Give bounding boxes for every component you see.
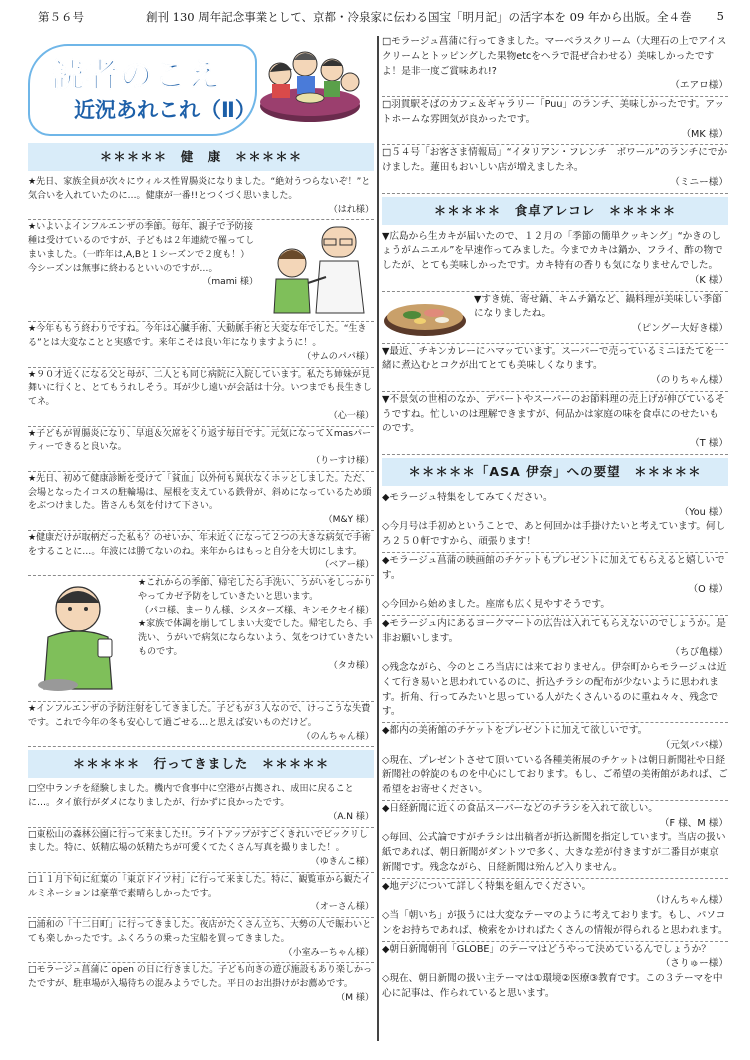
item-signature: （You 様） — [679, 506, 728, 518]
list-item — [28, 963, 374, 1007]
list-item — [382, 145, 728, 193]
item-text: ▼最近、チキンカレーにハマッています。スーパーで売っているミニほたてを一緒に煮込むとコクが出てとても美味しくなります。 — [382, 345, 725, 372]
list-item — [28, 531, 374, 576]
item-text: ◇今月号は手初めということで、あと何回かは手掛けたいと考えています。何しろ２５０軒ですから、頑張ります！ — [382, 521, 726, 547]
item-text: □１１月下旬に紅葉の「東京ドイツ村」に行って来ました。特に、観覧車から観たイルミネーションは豪華で素晴らしかったです。 — [28, 874, 371, 899]
item-text: ★これからの季節、帰宅したら手洗い、うがいをしっかりやってカゼ予防をしていきたいと思います。 — [138, 578, 373, 602]
list-item — [382, 553, 728, 616]
list-item — [28, 702, 374, 747]
section-heading-outing: ＊＊＊＊＊ 行ってきました ＊＊＊＊＊ — [28, 750, 374, 778]
right-column — [382, 34, 728, 1040]
title-block — [28, 34, 374, 140]
item-text: ◆都内の美術館のチケットをプレゼントに加えて欲しいです。 — [382, 725, 648, 736]
item-signature: （エアロ様） — [670, 80, 728, 92]
item-text: ◇今回から始めました。座席も広く見やすそうです。 — [382, 599, 611, 610]
list-item — [28, 322, 374, 367]
item-signature: （T 様） — [690, 438, 728, 449]
list-item — [382, 490, 728, 553]
item-text: ★いよいよインフルエンザの季節。毎年、親子で予防接種は受けているのですが、子どもは２年連続で罹ってしまいました。（一昨年は,A,Bと１シーズンで２度も！）今シーズンは無事に終わるといいのですが…。 — [28, 222, 255, 274]
item-signature: （はれ様） — [328, 204, 374, 215]
item-text: ◆モラージュ内にあるヨークマートの広告は入れてもらえないのでしょうか。是非お願いします。 — [382, 617, 726, 644]
item-text: ◇現在、プレゼントさせて頂いている各種美術展のチケットは朝日新聞社や日経新聞社の幹旋のものを中心にしております。もし、ご希望の美術館があれば、ご希望をお寄せください。 — [382, 754, 728, 795]
list-item — [382, 942, 728, 1004]
item-text: ◆日経新聞に近くの食品スーパーなどのチラシを入れて欲しい。 — [382, 802, 658, 814]
item-signature: （パコ様、まーりん様、シスターズ様、キンモクセイ様） — [139, 605, 374, 616]
item-signature: （のんちゃん様） — [301, 731, 374, 742]
item-signature: （のりちゃん様） — [651, 375, 728, 386]
item-text: ◆モラージュ特集をしてみてください。 — [382, 491, 553, 503]
list-item — [28, 873, 374, 918]
item-text: ★インフルエンザの予防注射をしてきました。子どもが３人なので、けっこうな失費です。これで今年の冬も安心して過ごせる…と思えば安いものだけど。 — [28, 704, 371, 728]
family-party-illustration — [250, 34, 370, 134]
item-signature: （M&Y 様） — [323, 515, 374, 525]
item-text: ◇毎回、公式論ですがチラシは出稿者が折込新聞を指定しています。当店の扱い紙であれば、朝日新聞がダントツで多く、大きな差が付きますが二番目が東京新聞です。残念ながら、日経新聞は殆んど入りません。 — [382, 832, 726, 873]
item-signature: （小室みーちゃん様） — [283, 947, 374, 958]
item-signature: （元気パパ様） — [660, 739, 728, 751]
page-title: 読者のこえ — [52, 56, 223, 94]
item-signature: （さりゅー様） — [660, 958, 728, 970]
item-signature: （オーさん様） — [310, 902, 374, 913]
item-signature: （O 様） — [688, 584, 728, 596]
item-text: □５４号「お客さま情報局」“イタリアン・フレンチ ボワール”のランチにでかけました。蓮田もおいしい店が増えましたネ。 — [382, 147, 728, 173]
list-item — [28, 368, 374, 427]
item-text: ◆地デジについて詳しく特集を組んでください。 — [382, 880, 592, 892]
list-item — [28, 782, 374, 827]
section-heading-health: ＊＊＊＊＊ 健 康 ＊＊＊＊＊ — [28, 143, 374, 171]
section-heading-requests: ＊＊＊＊＊「ASA 伊奈」への要望 ＊＊＊＊＊ — [382, 458, 728, 486]
item-signature: （ピングー大好き様） — [631, 323, 728, 334]
list-item — [382, 344, 728, 392]
item-text: ★子どもが胃腸炎になり、早退＆欠席をくり返す毎日です。元気になってＸmasパーティーできると良いな。 — [28, 428, 372, 453]
item-text: □モラージュ菖蒲に open の日に行きました。子ども向きの遊び施設もあり楽しかったですが、駐車場が入場待ちの混みようでした。平日のお出掛けがお薦めです。 — [28, 965, 373, 989]
vaccination-illustration — [264, 221, 374, 317]
list-item — [382, 97, 728, 145]
item-signature: （ベアー様） — [319, 560, 374, 571]
section-heading-food: ＊＊＊＊＊ 食卓アレコレ ＊＊＊＊＊ — [382, 197, 728, 225]
list-item — [382, 292, 728, 344]
item-signature: （MK 様） — [681, 128, 728, 140]
list-item — [382, 229, 728, 292]
item-text: ◇現在、朝日新聞の扱い主テーマは①環境②医療③教育です。この３テーマを中心に記事は、作られていると思います。 — [382, 973, 723, 999]
list-item — [28, 918, 374, 963]
column-divider — [377, 36, 379, 1041]
item-text: ★先日、初めて健康診断を受けて「貧血」以外何も異状なくホッとしました。ただ、会場となったイコスの駐輪場は、屋根を支えている鉄骨が、斜めになっているため頭をぶつけました。皆さんも気を付けて下さい。 — [28, 473, 372, 512]
page-subtitle: 近況あれこれ（Ⅱ） — [74, 98, 256, 122]
item-signature: （M 様） — [336, 992, 374, 1003]
list-item — [28, 828, 374, 873]
header-note: 創刊 130 周年記念事業として、京都・冷泉家に伝わる国宝「明月記」の活字本を 09 年から出版。全４巻 — [146, 10, 692, 24]
list-item — [28, 427, 374, 472]
item-text: ★健康だけが取柄だった私も？のせいか、年末近くになって２つの大きな病気で手術をすることに…。年波には勝てないのね。来年からはもっと自分を大切にします。 — [28, 532, 371, 557]
item-signature: （りーすけ様） — [311, 456, 374, 466]
item-text: ▼不景気の世相のなか、デパートやスーパーのお節料理の売上げが伸びているそうですね。忙しいのは理解できますが、何品かは家庭の味を食卓にのせたいものです。 — [382, 393, 725, 435]
item-signature: （サムのパパ様） — [302, 351, 374, 362]
item-text: □羽貫駅そばのカフェ＆ギャラリー「Puu」のランチ、美味しかったです。アットホームな雰囲気が良かったです。 — [382, 99, 724, 125]
item-text: ◇残念ながら、今のところ当店には来ておりません。伊奈町からモラージュは近くて行き易いと思われているのに、折込チラシの配布が少ないように思われます。折角、行ってみたいと思っている人がたくさんいるのに重ね々々、残念です。 — [382, 662, 727, 718]
left-column — [28, 34, 374, 1040]
item-signature: （A.N 様） — [328, 811, 374, 822]
list-item — [382, 34, 728, 97]
item-signature: （F 様、M 様） — [659, 817, 728, 829]
item-signature: （ちび亀様） — [670, 647, 728, 659]
list-item — [28, 220, 374, 322]
item-text: ◇当「朝いち」が扱うには大変なテーマのように考えております。もし、パソコンをお持ちであれば、検索をかければたくさんの情報が得られると思われます。 — [382, 910, 728, 936]
item-signature: （心一様） — [328, 410, 374, 421]
hotpot-illustration — [382, 293, 468, 339]
list-item — [28, 472, 374, 531]
item-text: ★今年ももう終わりですね。今年は心臓手術、大動脈手術と大変な年でした。“生きる”とは大変なことと実感です。来年こそは良い年になりますように！。 — [28, 324, 367, 348]
item-text: ★９０才近くになる父と母が、二人とも同じ病院に入院しています。私たち姉妹が見舞いに行くと、とてもうれしそう。耳が少し遠いが会話は十分。いつまでも長生きしてネ。 — [28, 369, 372, 407]
list-item — [382, 879, 728, 942]
list-item — [28, 175, 374, 220]
item-signature: （mami 様） — [202, 277, 258, 288]
item-text: ▼広島から生カキが届いたので、１２月の「季節の簡単クッキング」“かきのしょうがムニエル”を早速作ってみました。今までカキは鍋か、フライ、酢の物でしたが、とても美味しかったです。カキ特有の香りも気になりませんでした。 — [382, 230, 723, 271]
item-text: ◆モラージュ菖蒲の映画館のチケットもプレゼントに加えてもらえると嬉しいです。 — [382, 554, 725, 581]
item-text: ★先日、家族全員が次々にウィルス性胃腸炎になりました。“絶対うつらないぞ！”と気合いを入れていたのに…。健康が一番!!とつくづく思いました。 — [28, 177, 371, 201]
item-signature: （ゆきんこ様） — [310, 857, 374, 867]
list-item — [28, 576, 374, 702]
item-signature: （タカ様） — [328, 660, 374, 671]
item-text: ▼すき焼、寄せ鍋、キムチ鍋など、鍋料理が美味しい季節になりましたね。 — [474, 293, 722, 320]
item-text: □東松山の森林公園に行って来ました!!。ライトアップがすごくきれいでビックリしました。特に、妖精広場の妖精たちが可愛くてたくさん写真を撮りました！。 — [28, 829, 368, 854]
item-text: ★家族で体調を崩してしまい大変でした。帰宅したら、手洗い、うがいで病気にならないよう、気をつけていきたいものです。 — [138, 619, 374, 657]
page-number: 5 — [716, 9, 724, 23]
item-text: □浦和の「十二日町」に行ってきました。夜店がたくさん立ち、大勢の人で賑わいとても楽しかったです。ふくろうの乗った宝船を買ってきました。 — [28, 920, 372, 944]
item-signature: （けんちゃん様） — [651, 895, 728, 907]
item-text: □空中ランチを経験しました。機内で食事中に空港が占拠され、成田に戻ることに…。タイ旅行がダメになりましたが、行かずに良かったです。 — [28, 784, 354, 808]
list-item — [382, 392, 728, 455]
list-item — [382, 616, 728, 723]
page-header — [34, 6, 724, 32]
item-signature: （K 様） — [689, 274, 728, 286]
item-text: ◆朝日新聞朝刊「GLOBE」のテーマはどうやって決めているんでしょうか？ — [382, 943, 711, 955]
list-item — [382, 723, 728, 801]
issue-number: 第５６号 — [38, 10, 84, 24]
item-text: □モラージュ菖蒲に行ってきました。マーベラスクリーム（大理石の上でアイスクリームとトッピングした果物etcをヘラで混ぜ合わせる）美味しかったですよ！是非一度ご賞味あれ!? — [382, 36, 727, 77]
handwashing-illustration — [28, 577, 132, 697]
list-item — [382, 801, 728, 879]
item-signature: （ミニー様） — [670, 176, 728, 188]
